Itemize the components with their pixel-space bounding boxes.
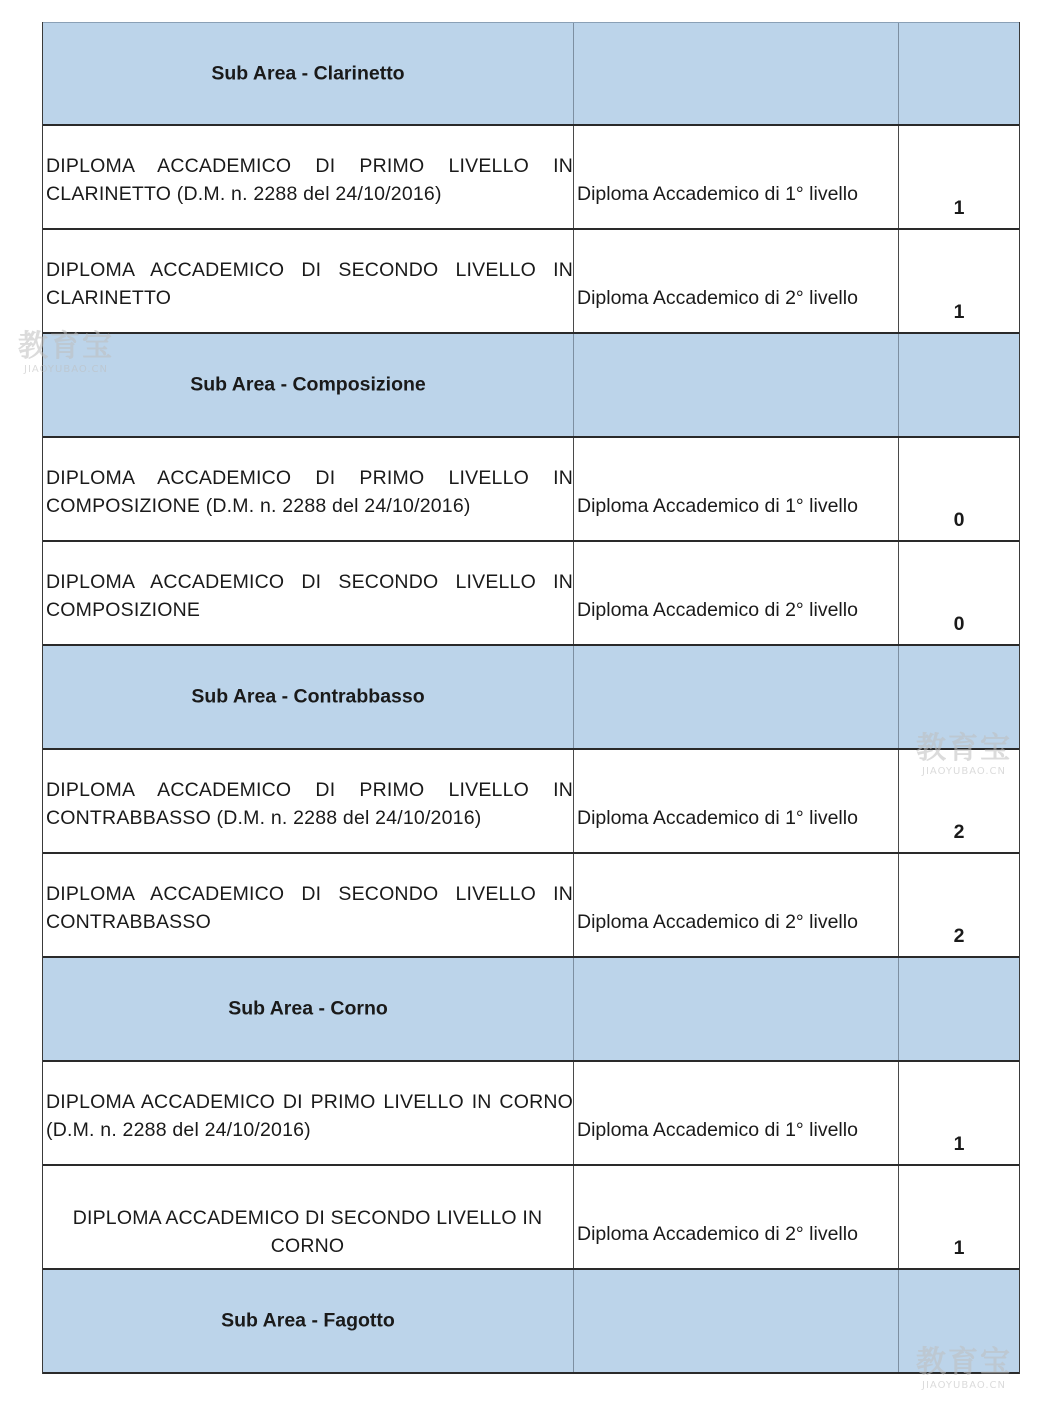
watermark-en: JIAOYUBAO.CN xyxy=(24,364,108,375)
watermark-cn: 教育宝 xyxy=(916,731,1012,766)
level-cell xyxy=(574,542,899,644)
sub-area-cell xyxy=(43,958,574,1060)
sub-area-row xyxy=(43,1270,1019,1374)
table-row xyxy=(43,542,1019,646)
count-cell xyxy=(899,23,1019,124)
degree-level: Diploma Accademico di 1° livello xyxy=(577,183,858,205)
description-cell xyxy=(43,854,574,956)
degree-description: DIPLOMA ACCADEMICO DI PRIMO LIVELLO IN COMPOSIZIONE (D.M. n. 2288 del 24/10/2016) xyxy=(46,467,573,517)
watermark-en: JIAOYUBAO.CN xyxy=(922,1380,1006,1391)
degree-level: Diploma Accademico di 2° livello xyxy=(577,911,858,933)
sub-area-title: Sub Area - Corno xyxy=(228,997,388,1020)
count-cell xyxy=(899,854,1019,956)
count-cell xyxy=(899,334,1019,436)
count-cell xyxy=(899,958,1019,1060)
sub-area-title: Sub Area - Fagotto xyxy=(221,1309,395,1332)
degree-level: Diploma Accademico di 2° livello xyxy=(577,599,858,621)
level-cell xyxy=(574,126,899,228)
level-cell xyxy=(574,646,899,748)
degree-level: Diploma Accademico di 1° livello xyxy=(577,495,858,517)
degree-description: DIPLOMA ACCADEMICO DI PRIMO LIVELLO IN CLARINETTO (D.M. n. 2288 del 24/10/2016) xyxy=(46,155,573,205)
count-cell xyxy=(899,126,1019,228)
description-cell xyxy=(43,438,574,540)
level-cell xyxy=(574,1062,899,1164)
count-cell xyxy=(899,1062,1019,1164)
table-row xyxy=(43,1166,1019,1270)
table-row xyxy=(43,1062,1019,1166)
degree-description: DIPLOMA ACCADEMICO DI SECONDO LIVELLO IN COMPOSIZIONE xyxy=(46,571,573,621)
sub-area-title: Sub Area - Contrabbasso xyxy=(191,685,425,708)
count-cell xyxy=(899,750,1019,852)
sub-area-cell xyxy=(43,646,574,748)
sub-area-row xyxy=(43,958,1019,1062)
degree-table xyxy=(42,22,1020,1374)
degree-level: Diploma Accademico di 2° livello xyxy=(577,287,858,309)
level-cell xyxy=(574,23,899,124)
count-cell xyxy=(899,1166,1019,1268)
level-cell xyxy=(574,1270,899,1372)
degree-level: Diploma Accademico di 1° livello xyxy=(577,807,858,829)
degree-count: 1 xyxy=(953,1133,965,1155)
table-row xyxy=(43,750,1019,854)
degree-count: 1 xyxy=(953,1237,965,1259)
watermark-en: JIAOYUBAO.CN xyxy=(922,766,1006,777)
degree-count: 1 xyxy=(953,197,965,219)
description-cell xyxy=(43,1062,574,1164)
level-cell xyxy=(574,230,899,332)
sub-area-row xyxy=(43,22,1019,126)
count-cell xyxy=(899,542,1019,644)
level-cell xyxy=(574,334,899,436)
degree-description: DIPLOMA ACCADEMICO DI PRIMO LIVELLO IN CONTRABBASSO (D.M. n. 2288 del 24/10/2016) xyxy=(46,779,573,829)
level-cell xyxy=(574,854,899,956)
description-cell xyxy=(43,542,574,644)
level-cell xyxy=(574,958,899,1060)
level-cell xyxy=(574,438,899,540)
degree-count: 0 xyxy=(953,509,965,531)
level-cell xyxy=(574,750,899,852)
degree-level: Diploma Accademico di 2° livello xyxy=(577,1223,858,1245)
sub-area-cell xyxy=(43,23,574,124)
sub-area-title: Sub Area - Composizione xyxy=(190,373,426,396)
watermark-cn: 教育宝 xyxy=(916,1345,1012,1380)
sub-area-row xyxy=(43,334,1019,438)
degree-description: DIPLOMA ACCADEMICO DI SECONDO LIVELLO IN CLARINETTO xyxy=(46,259,573,309)
table-row xyxy=(43,854,1019,958)
count-cell xyxy=(899,438,1019,540)
degree-description: DIPLOMA ACCADEMICO DI SECONDO LIVELLO IN CORNO xyxy=(72,1207,543,1257)
description-cell xyxy=(43,1166,574,1268)
watermark-cn: 教育宝 xyxy=(18,329,114,364)
count-cell xyxy=(899,1270,1019,1372)
level-cell xyxy=(574,1166,899,1268)
count-cell xyxy=(899,646,1019,748)
description-cell xyxy=(43,126,574,228)
table-row xyxy=(43,230,1019,334)
degree-count: 1 xyxy=(953,301,965,323)
degree-description: DIPLOMA ACCADEMICO DI PRIMO LIVELLO IN CORNO (D.M. n. 2288 del 24/10/2016) xyxy=(46,1091,573,1141)
sub-area-cell xyxy=(43,1270,574,1372)
degree-count: 2 xyxy=(953,925,965,947)
description-cell xyxy=(43,230,574,332)
description-cell xyxy=(43,750,574,852)
degree-description: DIPLOMA ACCADEMICO DI SECONDO LIVELLO IN CONTRABBASSO xyxy=(46,883,573,933)
sub-area-row xyxy=(43,646,1019,750)
table-row xyxy=(43,126,1019,230)
count-cell xyxy=(899,230,1019,332)
sub-area-cell xyxy=(43,334,574,436)
sub-area-title: Sub Area - Clarinetto xyxy=(211,62,405,84)
degree-count: 0 xyxy=(953,613,965,635)
degree-level: Diploma Accademico di 1° livello xyxy=(577,1119,858,1141)
table-row xyxy=(43,438,1019,542)
degree-count: 2 xyxy=(953,821,965,843)
